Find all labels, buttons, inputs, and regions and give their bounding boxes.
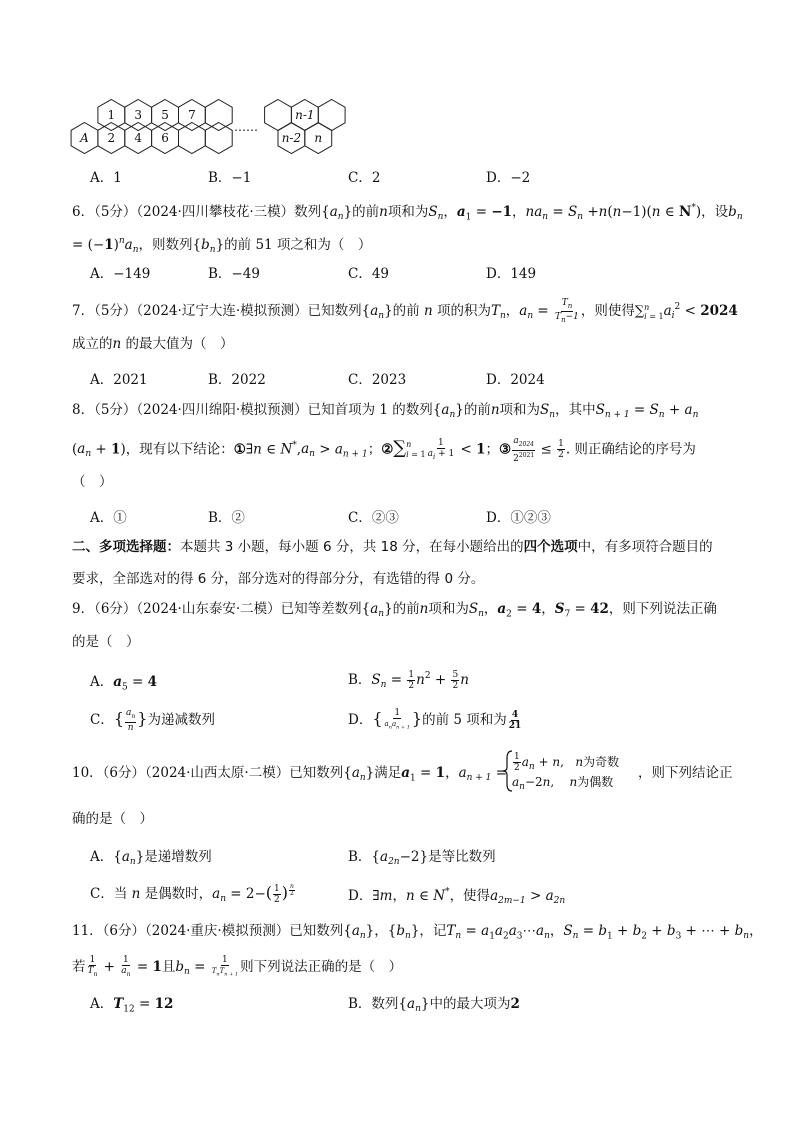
q9-option-c: C．{ $\frac{a_n}{n}$ }为递减数列 xyxy=(90,708,215,733)
q10-head: 10．（6分）（2024·山西太原·二模）已知数列 xyxy=(72,765,344,781)
hex-label: A xyxy=(80,131,89,145)
q6-option-c: C．49 xyxy=(348,266,390,282)
q10-option-a: A．$\{a_n\}$是递增数列 xyxy=(90,849,212,867)
section2-rule2: 中，有多项符合题目的 xyxy=(577,539,713,555)
q7-option-b: B．2022 xyxy=(208,372,266,388)
hex-label: 5 xyxy=(161,108,169,122)
hex-label: 6 xyxy=(161,131,169,145)
q9-stem-line2: 的是（ ） xyxy=(72,634,140,650)
hex-label: n-1 xyxy=(295,108,315,122)
q8-option-c: C．②③ xyxy=(348,510,399,526)
q11-stem-line2: 若 $\frac{1}{T_n}$ + $\frac{1}{a_n}$ = 1且$b_n$ = $\frac{1}{T_nT_{n + 1}}$ 则下列说法正确的是（ ） xyxy=(72,955,403,978)
q10-option-d: D．∃m，n ∈ N*，使得$a_{2m-1} > a_{2n}$ xyxy=(348,887,566,906)
section2-prefix: 二、多项选择题： xyxy=(72,539,180,555)
q8-stem-line2: $(a_n + 1)$，现有以下结论：①∃n ∈ $N^*,a_n > a_{n + 1}$；②∑ n i = 1 $\frac{1}{a_i + 1}$ < 1；③ $\frac{a_{2024}}{2^{2021}}$ ≤ $\frac{1}{2}$ . 则正确结论的序号为 xyxy=(72,436,696,464)
hex-label: 3 xyxy=(134,108,143,122)
q7-line2: 成立的 xyxy=(72,336,113,352)
q7-head: 7．（5分）（2024·辽宁大连·模拟预测）已知数列 xyxy=(72,303,362,319)
hex-label: n xyxy=(314,131,323,145)
q7-option-a: A．2021 xyxy=(90,372,148,388)
q5-option-a: A．1 xyxy=(90,170,122,186)
q10-option-b: B．$\{a_{2n}-2\}$是等比数列 xyxy=(348,849,496,867)
q10-stem-line2: 确的是（ ） xyxy=(72,811,153,827)
hexagon-figure xyxy=(60,96,360,160)
q8-option-d: D．①②③ xyxy=(486,510,551,526)
q8-option-b: B．② xyxy=(208,510,245,526)
q10-case2: $a_n-2n$, n为偶数 xyxy=(512,775,614,792)
q5-option-b: B．−1 xyxy=(208,170,252,186)
section2-line1 xyxy=(72,538,713,556)
q6-option-d: D．149 xyxy=(486,266,537,282)
q6-head: 6．（5分）（2024·四川攀枝花·三模）数列 xyxy=(72,204,322,220)
q5-option-c: C．2 xyxy=(348,170,381,186)
figure-ellipsis: …… xyxy=(234,120,258,134)
q5-option-d: D．−2 xyxy=(486,170,531,186)
q7-stem-line1: 7．（5分）（2024·辽宁大连·模拟预测）已知数列$\{a_n\}$的前 n 项的积为$T_n$，$a_n$ = $\frac{T_n}{T_n-1}$ ，则使得∑ n i = 1 $a_i^2 < 2024$ xyxy=(72,298,738,324)
hex-label: 7 xyxy=(188,108,196,122)
q6-stem-line2: = $(-1)^na_n$，则数列$\{b_n\}$的前 51 项之和为（ ） xyxy=(72,236,372,255)
q9-option-d: D．{ $\frac{1}{a_na_{n + 1}}$ }的前 5 项和为 $\frac{4}{21}$ xyxy=(348,708,522,731)
q11-head: 11．（6分）（2024·重庆·模拟预测）已知数列 xyxy=(72,923,344,939)
hex-label: 2 xyxy=(107,131,116,145)
q9-stem-line1: 9．（6分）（2024·山东泰安·二模）已知等差数列$\{a_n\}$的前n项和为$S_n$，$a_2 = 4$，$S_7 = 42$，则下列说法正确 xyxy=(72,601,717,620)
q11-option-b: B．数列$\{a_n\}$中的最大项为2 xyxy=(348,996,520,1014)
q8-head: 8．（5分）（2024·四川绵阳·模拟预测）已知首项为 1 的数列 xyxy=(72,402,433,418)
q10-case1: $\frac{1}{2}$ $a_n + n$, n为奇数 xyxy=(514,752,620,773)
q7-option-d: D．2024 xyxy=(486,372,545,388)
q8-option-a: A．① xyxy=(90,510,127,526)
hex-cell xyxy=(205,100,232,131)
q7-option-c: C．2023 xyxy=(348,372,407,388)
q11-option-a: A．$T_{12} = 12$ xyxy=(90,996,174,1015)
section2-bold: 四个选项 xyxy=(523,539,578,555)
q6-stem-line1: 6．（5分）（2024·四川攀枝花·三模）数列$\{a_n\}$的前n项和为$S_n$，$a_1 = -1$，$na_n = S_n +n(n-1)(n$ ∈ N*)，设$b_n$ xyxy=(72,203,743,223)
q9-head: 9．（6分）（2024·山东泰安·二模）已知等差数列 xyxy=(72,601,362,617)
q10-stem-tail: ，则下列结论正 xyxy=(638,765,733,781)
hex-label: 1 xyxy=(107,108,116,122)
q7-stem-line2: 成立的n 的最大值为（ ） xyxy=(72,336,234,352)
q9-option-b: B．$S_n$ = $\frac{1}{2}$ $n^2$ + $\frac{5}{2}$ n xyxy=(348,670,469,691)
q10-stem-line1: 10．（6分）（2024·山西太原·二模）已知数列$\{a_n\}$满足$a_1 = 1$，$a_{n + 1}$ = xyxy=(72,765,508,784)
q10-option-c: C．当 n 是偶数时，$a_n = 2-$( $\frac{1}{2}$ ) $\frac{n}{2}$ xyxy=(90,883,294,905)
section2-line2: 要求，全部选对的得 6 分，部分选对的得部分分，有选错的得 0 分。 xyxy=(72,571,485,587)
hex-label: 4 xyxy=(134,131,143,145)
q6-option-a: A．−149 xyxy=(90,266,151,282)
hex-label: n-2 xyxy=(281,131,302,145)
hex-cell xyxy=(205,123,232,154)
q8-paren: （ ） xyxy=(72,474,113,490)
hex-cell xyxy=(265,100,292,131)
q8-stem-line1: 8．（5分）（2024·四川绵阳·模拟预测）已知首项为 1 的数列$\{a_n\}$的前n项和为$S_n$，其中$S_{n + 1} = S_n + a_n$ xyxy=(72,402,699,420)
q6-option-b: B．−49 xyxy=(208,266,260,282)
hex-cell xyxy=(179,123,206,154)
q9-option-a: A．$a_5 = 4$ xyxy=(90,674,158,693)
q11-stem-line1: 11．（6分）（2024·重庆·模拟预测）已知数列$\{a_n\}$，$\{b_n\}$，记$T_n$ = $a_1a_2a_3\cdots a_n$，$S_n = b_1 + b_2 + b_3$ + ⋯ + $b_n$， xyxy=(72,923,763,942)
hex-cell xyxy=(318,100,345,131)
section2-rule: 本题共 3 小题，每小题 6 分，共 18 分，在每小题给出的 xyxy=(180,539,524,555)
